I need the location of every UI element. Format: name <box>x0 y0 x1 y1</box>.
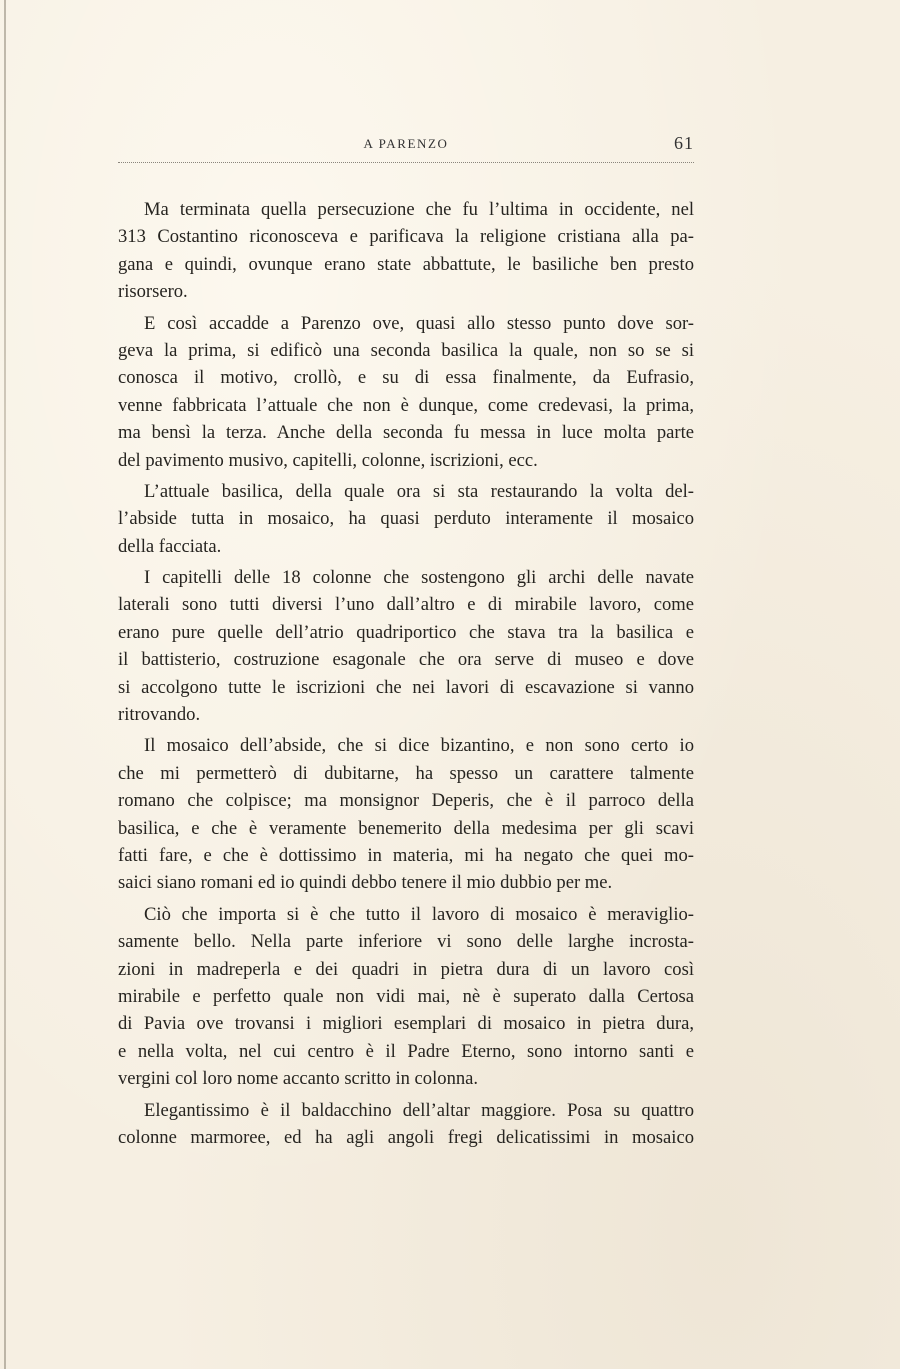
text-line: di Pavia ove trovansi i migliori esemplari di mosaico in pietra dura, <box>118 1013 694 1035</box>
text-line: ritrovando. <box>118 704 201 726</box>
text-line: si accolgono tutte le iscrizioni che nei lavori di escavazione si vanno <box>118 676 694 698</box>
header-rule <box>118 162 694 163</box>
running-title: A PARENZO <box>363 136 449 151</box>
text-line: colonne marmoree, ed ha agli angoli fregi delicatissimi in mosaico <box>118 1126 694 1148</box>
text-line: vergini col loro nome accanto scritto in colonna. <box>118 1068 479 1090</box>
body-text <box>118 196 694 1151</box>
paragraph <box>118 564 694 728</box>
text-line: samente bello. Nella parte inferiore vi sono delle larghe incrosta- <box>118 931 694 953</box>
text-line: erano pure quelle dell’atrio quadriportico che stava tra la basilica e <box>118 621 694 643</box>
text-line: L’attuale basilica, della quale ora si sta restaurando la volta del- <box>144 480 694 502</box>
text-line: I capitelli delle 18 colonne che sostengono gli archi delle navate <box>144 567 694 589</box>
text-line: mirabile e perfetto quale non vidi mai, nè è superato dalla Certosa <box>118 985 694 1007</box>
text-line: 313 Costantino riconosceva e parificava la religione cristiana alla pa- <box>118 226 694 248</box>
text-line: risorsero. <box>118 281 188 303</box>
text-line: saici siano romani ed io quindi debbo tenere il mio dubbio per me. <box>118 872 613 894</box>
text-line: ma bensì la terza. Anche della seconda fu messa in luce molta parte <box>118 422 694 444</box>
text-line: l’abside tutta in mosaico, ha quasi perduto interamente il mosaico <box>118 508 694 530</box>
text-line: Ciò che importa si è che tutto il lavoro di mosaico è meraviglio- <box>144 903 694 925</box>
text-line: basilica, e che è veramente benemerito della medesima per gli scavi <box>118 817 694 839</box>
paragraph <box>118 732 694 896</box>
text-line: del pavimento musivo, capitelli, colonne, iscrizioni, ecc. <box>118 449 538 471</box>
paragraph <box>118 1097 694 1152</box>
text-line: che mi permetterò di dubitarne, ha spesso un carattere talmente <box>118 762 694 784</box>
paragraph <box>118 196 694 306</box>
page-edge <box>4 0 6 1369</box>
text-line: venne fabbricata l’attuale che non è dunque, come credevasi, la prima, <box>118 394 694 416</box>
page-number: 61 <box>674 133 694 153</box>
paragraph <box>118 310 694 474</box>
running-head <box>118 133 694 158</box>
text-line: gana e quindi, ovunque erano state abbattute, le basiliche ben presto <box>118 253 694 275</box>
text-line: fatti fare, e che è dottissimo in materia, mi ha negato che quei mo- <box>118 844 694 866</box>
text-line: Ma terminata quella persecuzione che fu l’ultima in occidente, nel <box>144 199 694 220</box>
text-line: zioni in madreperla e dei quadri in pietra dura di un lavoro così <box>118 958 694 980</box>
text-line: Il mosaico dell’abside, che si dice bizantino, e non sono certo io <box>144 735 694 757</box>
text-line: il battisterio, costruzione esagonale che ora serve di museo e dove <box>118 649 694 671</box>
text-line: romano che colpisce; ma monsignor Deperis, che è il parroco della <box>118 790 694 812</box>
paragraph <box>118 901 694 1093</box>
text-line: geva la prima, si edificò una seconda basilica la quale, non so se si <box>118 339 694 361</box>
text-line: laterali sono tutti diversi l’uno dall’altro e di mirabile lavoro, come <box>118 594 694 616</box>
text-line: conosca il motivo, crollò, e su di essa finalmente, da Eufrasio, <box>118 367 694 389</box>
text-line: E così accadde a Parenzo ove, quasi allo stesso punto dove sor- <box>144 312 694 334</box>
text-line: e nella volta, nel cui centro è il Padre Eterno, sono intorno santi e <box>118 1040 694 1062</box>
text-line: della facciata. <box>118 535 222 557</box>
text-line: Elegantissimo è il baldacchino dell’altar maggiore. Posa su quattro <box>144 1099 694 1121</box>
paragraph <box>118 478 694 560</box>
